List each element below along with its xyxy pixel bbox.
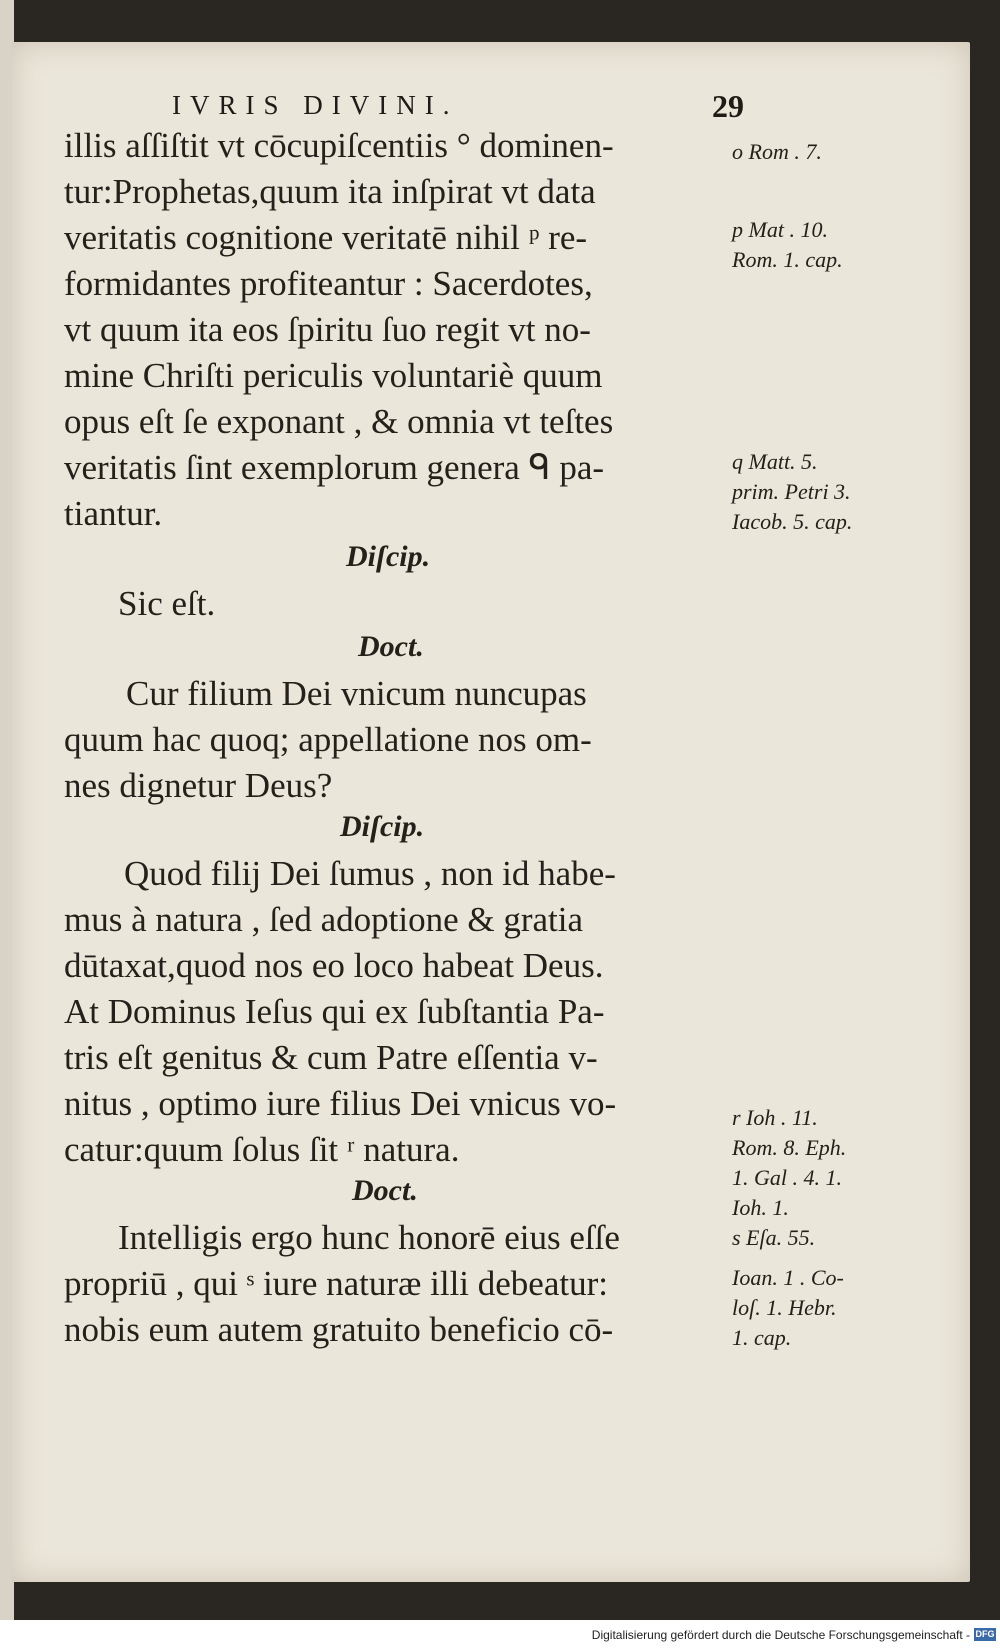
- speaker-label: Diſcip.: [346, 540, 431, 573]
- text-line: nobis eum autem gratuito beneficio cō-: [64, 1310, 614, 1349]
- text-line: nes dignetur Deus?: [64, 766, 333, 805]
- text-line: vt quum ita eos ſpiritu ſuo regit vt no-: [64, 310, 591, 349]
- text-line: Quod filij Dei ſumus , non id habe-: [124, 854, 616, 893]
- text-line: formidantes profiteantur : Sacerdotes,: [64, 264, 593, 303]
- dfg-logo: DFG: [975, 1629, 995, 1639]
- funding-text: Digitalisierung gefördert durch die Deutsche Forschungsgemeinschaft -: [591, 1628, 970, 1642]
- margin-note: prim. Petri 3.: [732, 479, 851, 504]
- margin-note: r Ioh . 11.: [732, 1105, 818, 1130]
- text-line: mus à natura , ſed adoptione & gratia: [64, 900, 584, 939]
- margin-note: Rom. 8. Eph.: [732, 1135, 847, 1160]
- margin-note: s Eſa. 55.: [732, 1225, 816, 1250]
- speaker-label: Doct.: [352, 1174, 418, 1207]
- text-line: propriū , qui ˢ iure naturæ illi debeatur:: [64, 1264, 608, 1303]
- book-page: [12, 42, 970, 1582]
- text-line: Intelligis ergo hunc honorē eius eſſe: [118, 1218, 620, 1257]
- margin-note: Ioh. 1.: [732, 1195, 789, 1220]
- text-line: veritatis ſint exemplorum genera ᑫ pa-: [64, 448, 605, 487]
- text-line: nitus , optimo iure filius Dei vnicus vo-: [64, 1084, 617, 1123]
- text-line: tris eſt genitus & cum Patre eſſentia v-: [64, 1038, 598, 1077]
- speaker-label: Diſcip.: [340, 810, 425, 843]
- text-line: dūtaxat,quod nos eo loco habeat Deus.: [64, 946, 604, 985]
- text-line: At Dominus Ieſus qui ex ſubſtantia Pa-: [64, 992, 605, 1031]
- text-line: quum hac quoq; appellatione nos om-: [64, 720, 592, 759]
- funding-footer: [0, 1620, 1000, 1650]
- margin-note: 1. Gal . 4. 1.: [732, 1165, 842, 1190]
- margin-note: p Mat . 10.: [732, 217, 828, 242]
- margin-note: Ioan. 1 . Co-: [732, 1265, 844, 1290]
- speaker-label: Doct.: [358, 630, 424, 663]
- margin-note: 1. cap.: [732, 1325, 792, 1350]
- margin-note: Rom. 1. cap.: [732, 247, 843, 272]
- page-number: 29: [712, 88, 744, 124]
- text-line: opus eſt ſe exponant , & omnia vt teſtes: [64, 402, 614, 441]
- margin-note: Iacob. 5. cap.: [732, 509, 853, 534]
- text-line: mine Chriſti periculis voluntariè quum: [64, 356, 603, 395]
- margin-note: q Matt. 5.: [732, 449, 818, 474]
- text-line: catur:quum ſolus ſit ʳ natura.: [64, 1130, 460, 1169]
- text-line: Sic eſt.: [118, 584, 216, 623]
- text-line: tiantur.: [64, 494, 163, 533]
- text-line: illis aſſiſtit vt cōcupiſcentiis ° dominen-: [64, 126, 614, 165]
- margin-note: o Rom . 7.: [732, 139, 822, 164]
- text-line: veritatis cognitione veritatē nihil ᵖ re-: [64, 218, 588, 257]
- text-line: tur:Prophetas,quum ita inſpirat vt data: [64, 172, 596, 211]
- running-title: IVRIS DIVINI.: [172, 90, 459, 120]
- text-line: Cur filium Dei vnicum nuncupas: [126, 674, 587, 713]
- margin-note: loſ. 1. Hebr.: [732, 1295, 837, 1320]
